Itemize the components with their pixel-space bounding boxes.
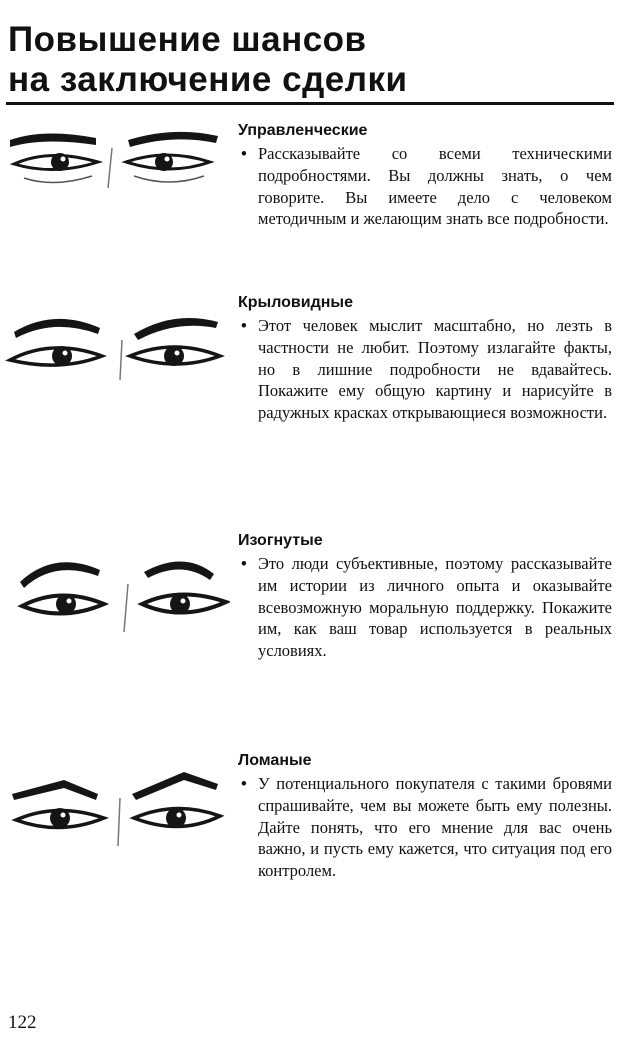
broken-eyebrows-eyes-icon	[4, 764, 230, 854]
section-heading: Крыловидные	[238, 294, 353, 311]
page-title-line-1: Повышение шансов	[8, 20, 367, 59]
title-divider	[6, 102, 614, 105]
page-title-line-2: на заключение сделки	[8, 60, 408, 99]
bullet-icon: •	[241, 774, 247, 793]
section-curved	[238, 530, 612, 662]
section-bullet-text	[238, 143, 612, 230]
bullet-icon: •	[241, 144, 247, 163]
winged-eyebrows-eyes-icon	[4, 300, 230, 390]
bullet-text: У потенциального покупателя с такими бровями спрашивайте, чем вы можете быть ему полезны. Дайте понять, что его мнение для вас очень важно, и пусть ему кажется, что ситуация под его контролем.	[258, 774, 612, 881]
page-number: 122	[8, 1012, 37, 1033]
section-heading: Управленческие	[238, 122, 368, 139]
bullet-icon: •	[241, 554, 247, 573]
bullet-icon: •	[241, 316, 247, 335]
section-managerial	[238, 120, 612, 230]
curved-eyebrows-eyes-icon	[4, 548, 230, 638]
section-bullet-text	[238, 315, 612, 424]
bullet-text: Это люди субъективные, поэтому рассказывайте им истории из личного опыта и оказывайте всевозможную моральную поддержку. Покажите им, как ваш товар используется в реальных условиях.	[258, 554, 612, 661]
section-bullet-text	[238, 553, 612, 662]
section-broken	[238, 750, 612, 882]
page-title	[8, 20, 608, 100]
section-heading: Изогнутые	[238, 532, 323, 549]
straight-eyebrows-eyes-icon	[4, 118, 230, 208]
bullet-text: Рассказывайте со всеми техническими подробностями. Вы должны знать, о чем говорите. Вы имеете дело с человеком методичным и желающим знать все подробности.	[258, 144, 612, 229]
section-heading: Ломаные	[238, 752, 312, 769]
bullet-text: Этот человек мыслит масштабно, но лезть в частности не любит. Поэтому излагайте факты, но в лишние подробности не вдавайтесь. Покажите ему общую картину и нарисуйте в радужных красках открывающиеся возможности.	[258, 316, 612, 423]
section-winged	[238, 292, 612, 424]
section-bullet-text	[238, 773, 612, 882]
